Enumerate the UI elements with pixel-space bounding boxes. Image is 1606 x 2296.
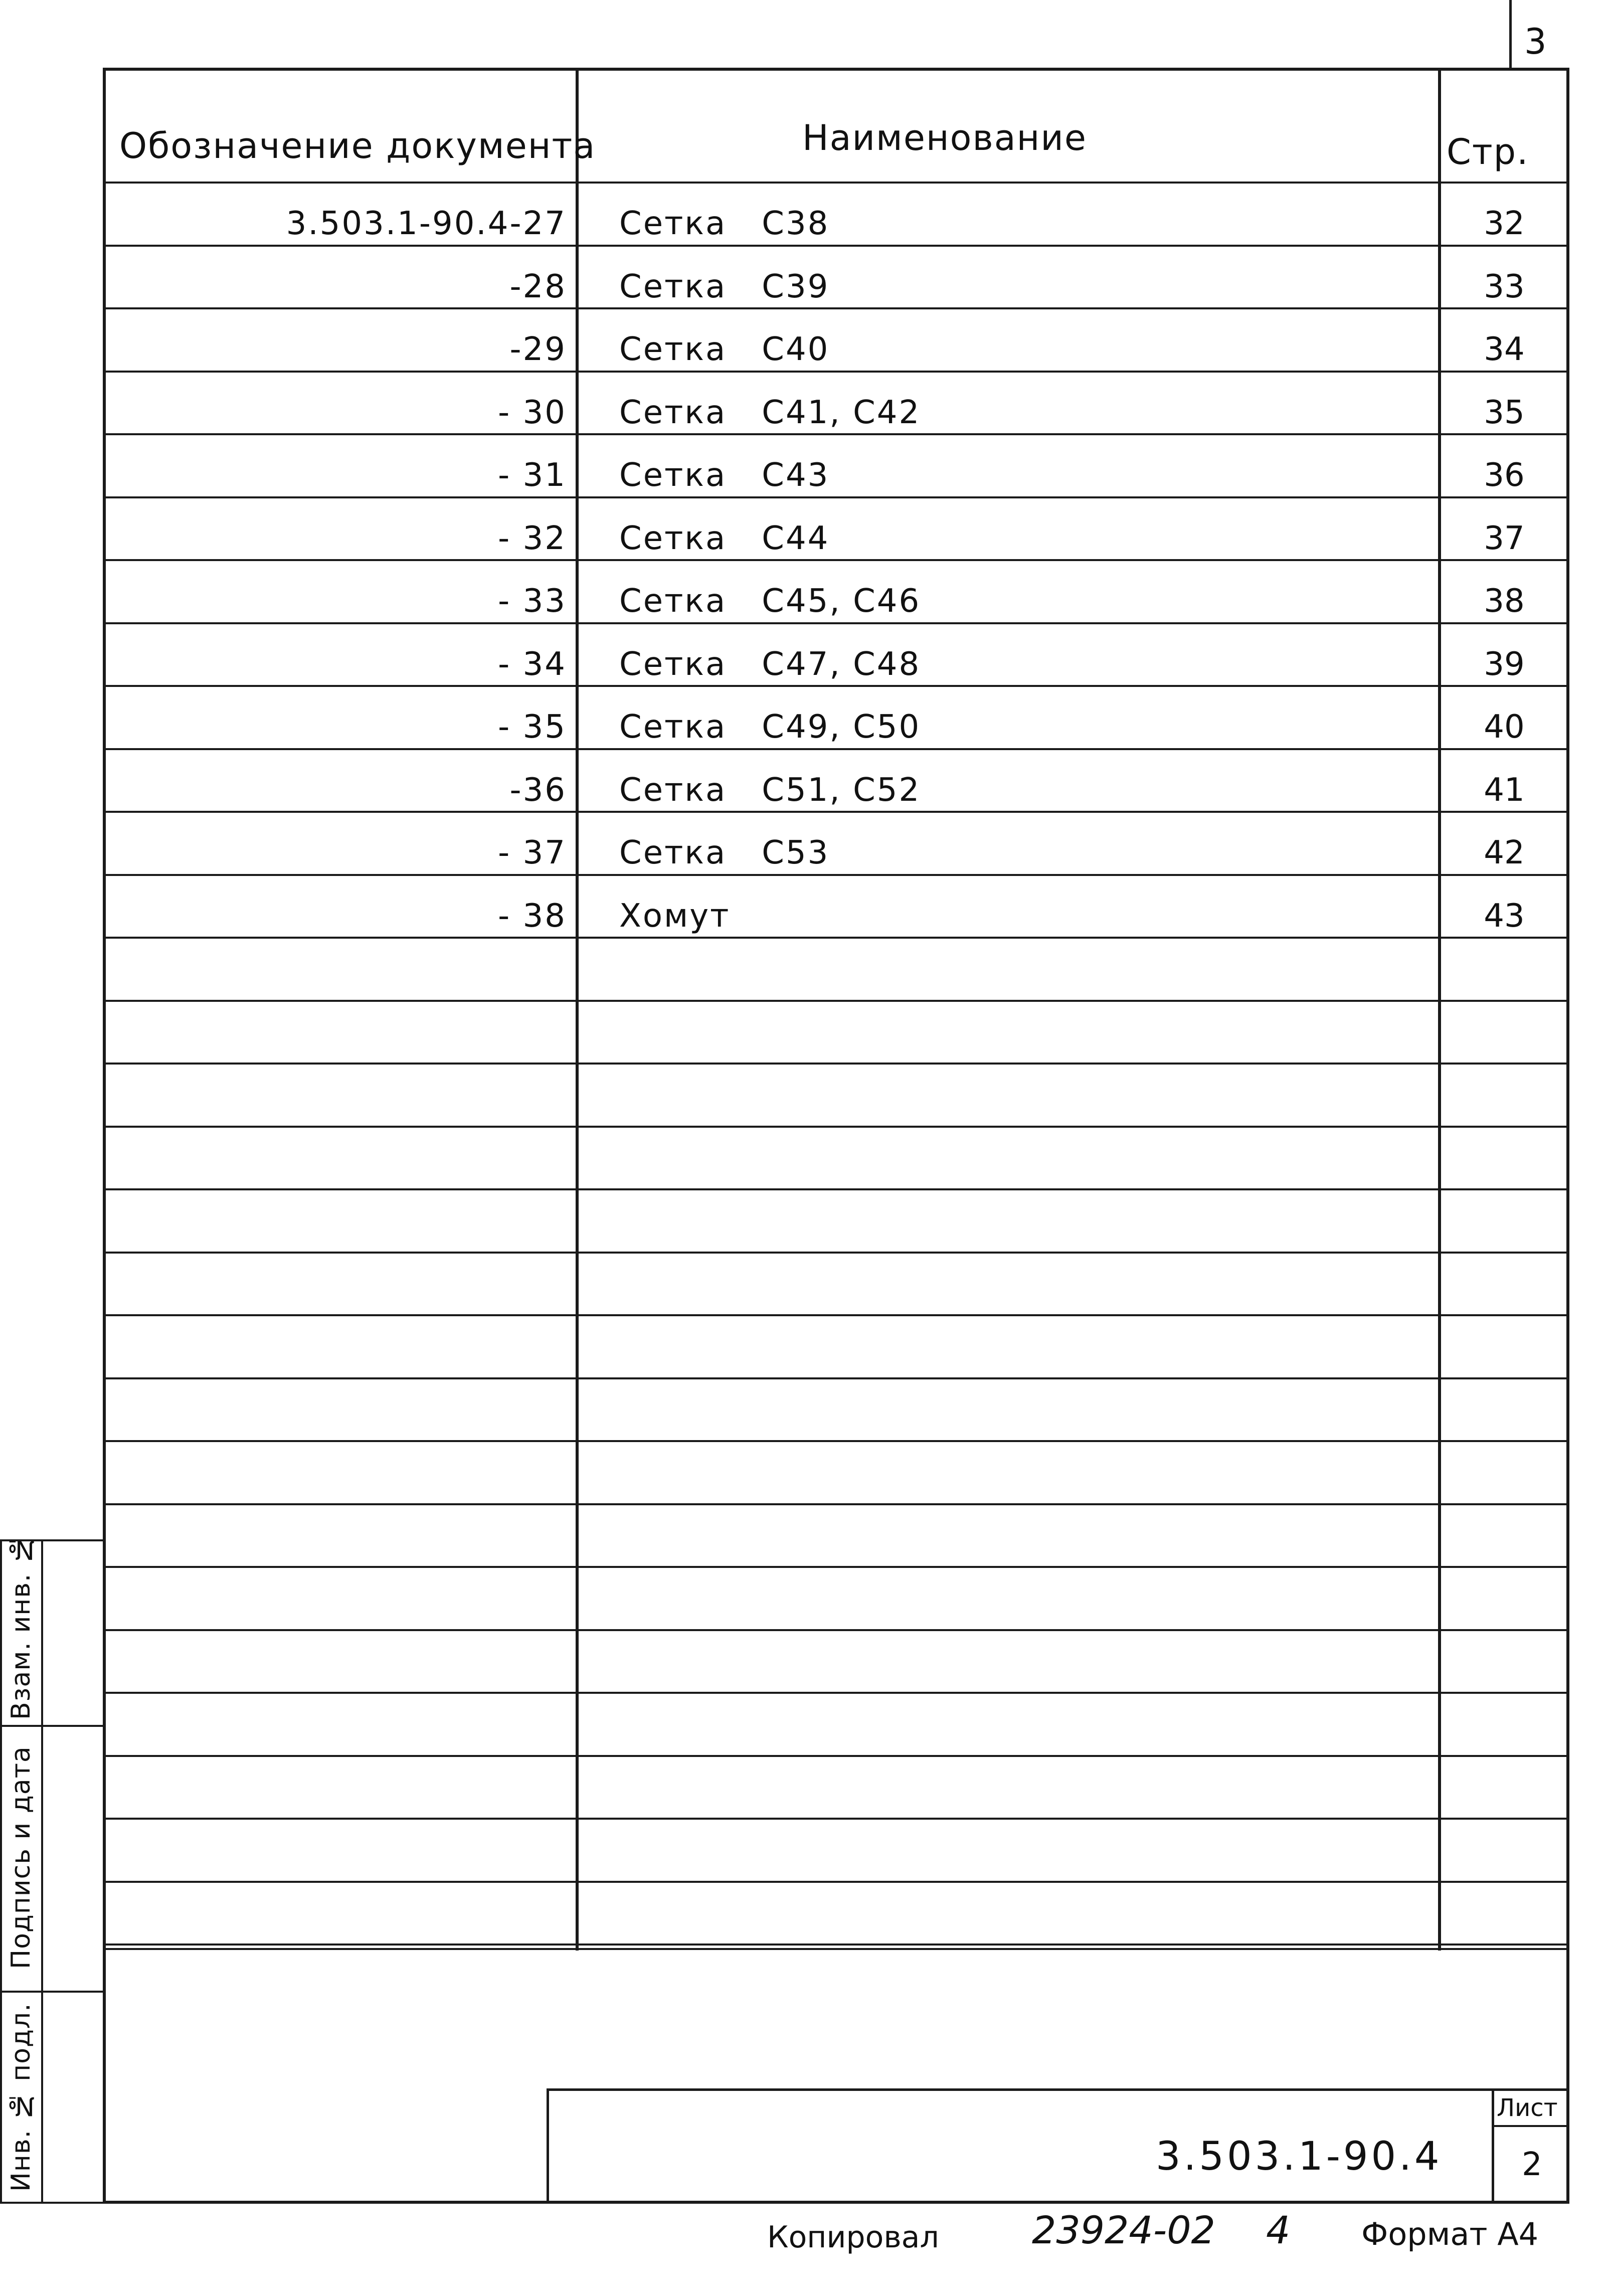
row-line: [103, 1755, 1569, 1757]
row-page: 39: [1484, 646, 1525, 683]
row-line: [103, 1944, 1569, 1946]
row-name: Сетка С39: [619, 268, 830, 305]
row-line: [103, 1503, 1569, 1505]
side-stamp-signature-date: Подпись и дата: [6, 1746, 36, 1970]
row-name: Сетка С43: [619, 457, 830, 494]
row-line: [103, 1188, 1569, 1190]
row-name: Сетка С53: [619, 834, 830, 871]
sheet-number: 2: [1522, 2146, 1542, 2183]
document-code: 3.503.1-90.4: [1156, 2134, 1443, 2179]
row-code: - 37: [498, 834, 567, 871]
row-page: 37: [1484, 520, 1525, 557]
row-line: [103, 1818, 1569, 1820]
row-page: 34: [1484, 331, 1525, 368]
header-designation: Обозначение документа: [119, 125, 596, 166]
row-name: Сетка С38: [619, 205, 830, 242]
row-name: Сетка С51, С52: [619, 772, 921, 809]
column-divider-code-name: [576, 68, 579, 1951]
row-line: [103, 937, 1569, 939]
corner-box-left-border: [1509, 0, 1512, 68]
column-divider-name-page: [1438, 68, 1441, 1951]
row-code: 3.503.1-90.4-27: [286, 205, 567, 242]
row-line: [103, 1629, 1569, 1631]
row-line: [103, 748, 1569, 750]
row-page: 40: [1484, 709, 1525, 746]
row-line: [103, 1314, 1569, 1316]
row-line: [103, 1252, 1569, 1254]
side-stamp-column-divider: [41, 1539, 43, 2204]
table-bottom-border: [103, 1948, 1569, 1950]
row-line: [103, 1881, 1569, 1883]
title-block-sheet-divider: [1492, 2088, 1494, 2204]
row-page: 32: [1484, 205, 1525, 242]
order-sheet: 4: [1266, 2208, 1291, 2252]
row-code: - 30: [498, 394, 567, 431]
row-line: [103, 245, 1569, 247]
row-code: - 34: [498, 646, 567, 683]
row-page: 35: [1484, 394, 1525, 431]
row-name: Сетка С40: [619, 331, 830, 368]
row-code: - 35: [498, 709, 567, 746]
row-name: Сетка С49, С50: [619, 709, 921, 746]
row-line: [103, 1692, 1569, 1694]
order-number: 23924-02: [1032, 2208, 1215, 2252]
row-line: [103, 1000, 1569, 1002]
row-page: 43: [1484, 898, 1525, 935]
row-name: Сетка С41, С42: [619, 394, 921, 431]
header-page: Стр.: [1447, 131, 1529, 172]
row-code: -28: [509, 268, 567, 305]
side-stamp-original-inv: Инв. № подл.: [6, 2003, 36, 2192]
row-code: - 33: [498, 583, 567, 620]
row-code: - 31: [498, 457, 567, 494]
row-line: [103, 559, 1569, 561]
header-name: Наименование: [802, 117, 1087, 158]
row-page: 38: [1484, 583, 1525, 620]
row-name: Сетка С44: [619, 520, 830, 557]
row-line: [103, 371, 1569, 373]
row-line: [103, 685, 1569, 687]
drawing-frame: [103, 68, 1569, 2204]
title-block-sheet-label-divider: [1492, 2125, 1569, 2127]
sheet-label: Лист: [1497, 2094, 1558, 2122]
row-line: [103, 1566, 1569, 1568]
row-line: [103, 307, 1569, 309]
row-page: 33: [1484, 268, 1525, 305]
copied-by-label: Копировал: [767, 2220, 939, 2255]
row-line: [103, 1377, 1569, 1379]
row-line: [103, 1126, 1569, 1128]
row-name: Хомут: [619, 898, 731, 935]
row-code: - 38: [498, 898, 567, 935]
row-code: -29: [509, 331, 567, 368]
row-page: 42: [1484, 834, 1525, 871]
row-code: - 32: [498, 520, 567, 557]
format-label: Формат А4: [1361, 2216, 1539, 2252]
row-line: [103, 1440, 1569, 1442]
row-line: [103, 1063, 1569, 1065]
row-line: [103, 433, 1569, 435]
row-line: [103, 811, 1569, 813]
row-name: Сетка С45, С46: [619, 583, 921, 620]
side-stamp-replacement-inv: Взам. инв. №: [6, 1534, 36, 1720]
header-divider: [103, 182, 1569, 184]
row-name: Сетка С47, С48: [619, 646, 921, 683]
side-stamp-divider-1: [0, 1725, 103, 1727]
row-page: 36: [1484, 457, 1525, 494]
row-page: 41: [1484, 772, 1525, 809]
sheet-corner-number: 3: [1524, 21, 1547, 62]
row-line: [103, 874, 1569, 876]
side-stamp-divider-2: [0, 1991, 103, 1993]
row-code: -36: [509, 772, 567, 809]
row-line: [103, 496, 1569, 498]
row-line: [103, 622, 1569, 624]
